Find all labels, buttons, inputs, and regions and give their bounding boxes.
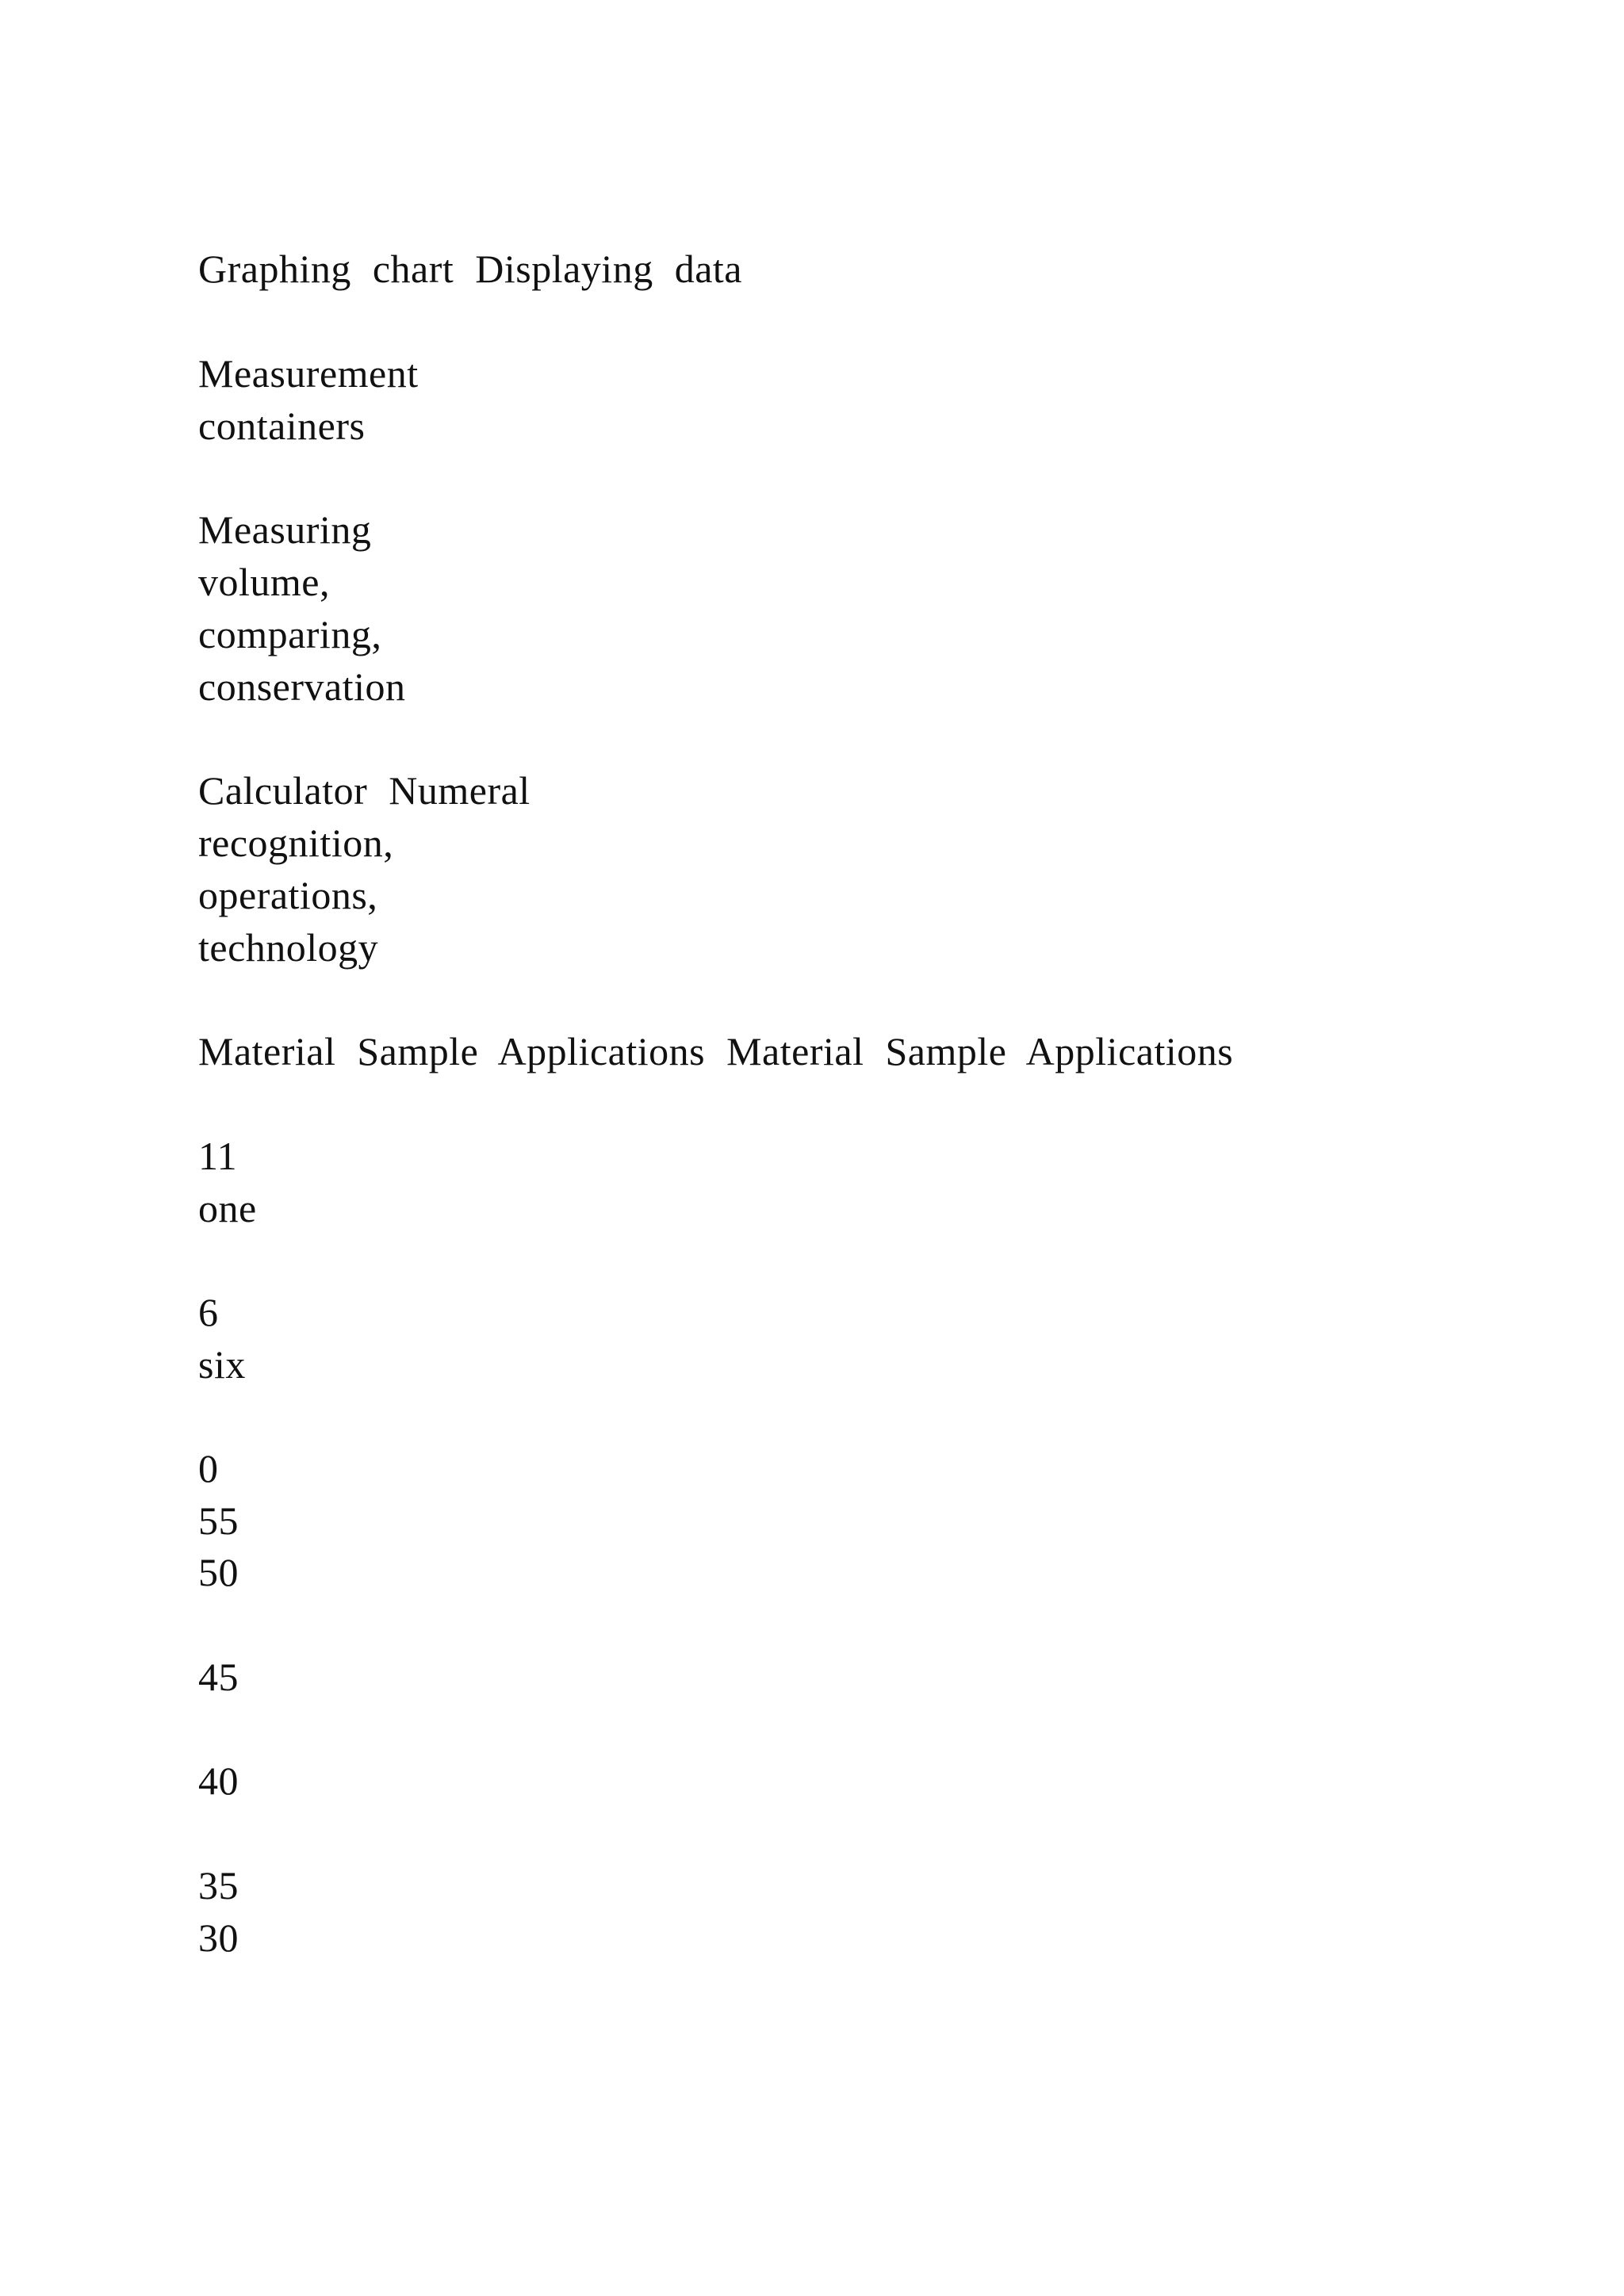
- text-line: Measuring: [198, 507, 372, 552]
- text-line: 6: [198, 1290, 219, 1334]
- text-block: [198, 1755, 239, 1807]
- text-block: [198, 764, 530, 974]
- text-line: Graphing chart Displaying data: [198, 247, 742, 291]
- text-block: [198, 1651, 239, 1703]
- text-line: Measurement: [198, 351, 419, 396]
- text-line: 45: [198, 1655, 239, 1699]
- text-block: [198, 1546, 239, 1598]
- text-block: [198, 1859, 239, 1964]
- text-line: conservation: [198, 664, 406, 709]
- text-line: 35: [198, 1863, 239, 1908]
- text-line: volume,: [198, 560, 330, 604]
- text-block: [198, 503, 405, 713]
- text-line: 0: [198, 1446, 219, 1490]
- text-block: [198, 1286, 246, 1391]
- text-line: 40: [198, 1758, 239, 1803]
- text-line: operations,: [198, 873, 378, 917]
- text-line: six: [198, 1342, 246, 1387]
- text-block: [198, 347, 419, 452]
- text-line: Material Sample Applications Material Sample Applications: [198, 1029, 1234, 1073]
- text-line: 11: [198, 1134, 238, 1178]
- text-line: 50: [198, 1550, 239, 1594]
- text-block: [198, 1130, 257, 1234]
- text-line: one: [198, 1186, 257, 1230]
- text-line: 30: [198, 1915, 239, 1960]
- text-block: [198, 1442, 239, 1547]
- text-line: Calculator Numeral: [198, 768, 530, 813]
- text-block: [198, 243, 742, 295]
- text-line: technology: [198, 925, 379, 970]
- text-block: [198, 1025, 1233, 1077]
- text-line: 55: [198, 1498, 239, 1543]
- text-line: containers: [198, 404, 366, 448]
- text-line: comparing,: [198, 612, 382, 656]
- text-line: recognition,: [198, 821, 394, 865]
